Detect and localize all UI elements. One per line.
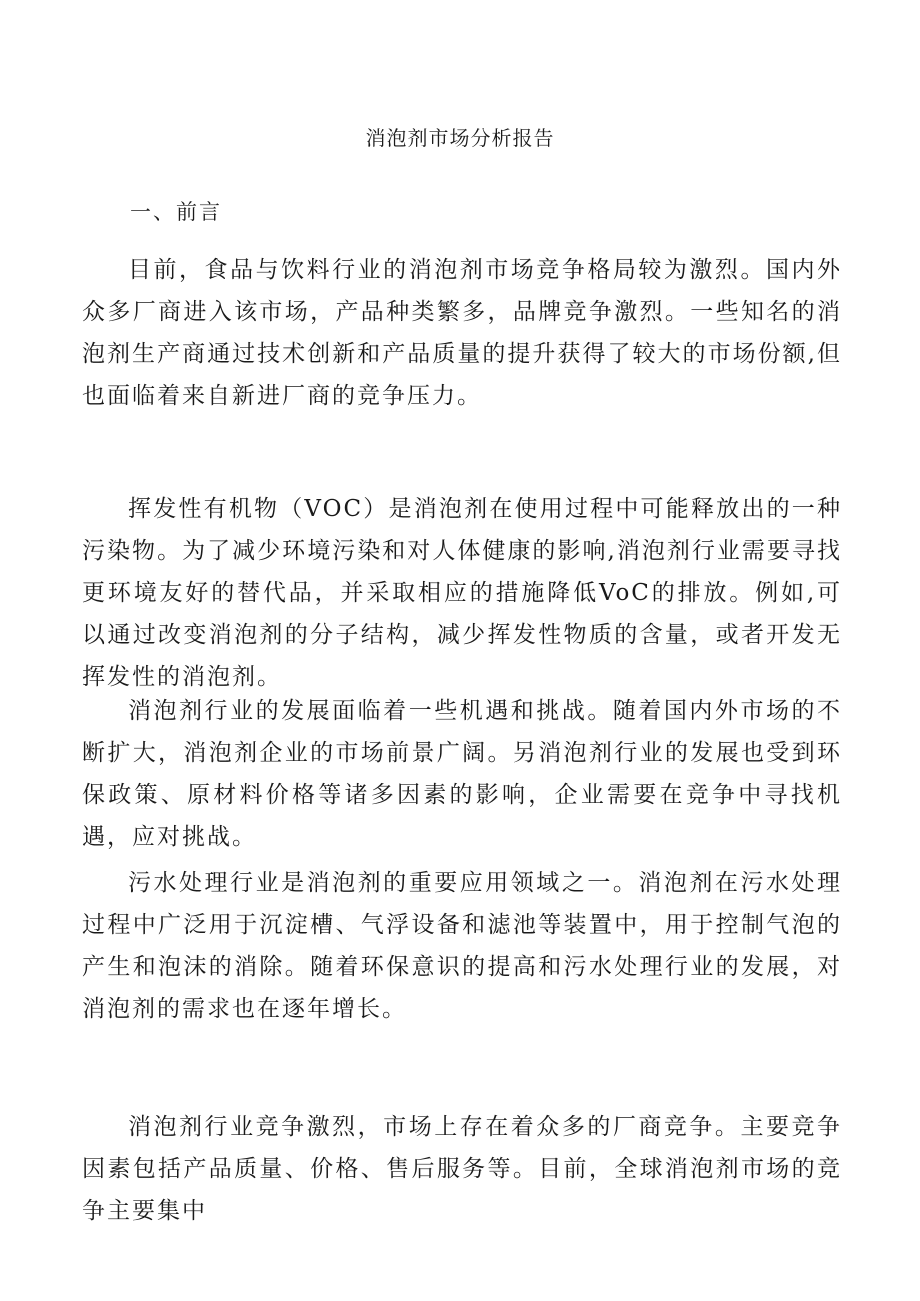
paragraph-wastewater-treatment: 污水处理行业是消泡剂的重要应用领域之一。消泡剂在污水处理过程中广泛用于沉淀槽、气浮设备和滤池等装置中，用于控制气泡的产生和泡沫的消除。随着环保意识的提高和污水处理行业的发展，对消泡剂的需求也在逐年增长。 — [82, 870, 842, 1022]
paragraph-opportunities-challenges: 消泡剂行业的发展面临着一些机遇和挑战。随着国内外市场的不断扩大，消泡剂企业的市场前景广阔。另消泡剂行业的发展也受到环保政策、原材料价格等诸多因素的影响，企业需要在竞争中寻找机遇，应对挑战。 — [82, 698, 842, 850]
paragraph-market-competition: 目前，食品与饮料行业的消泡剂市场竞争格局较为激烈。国内外众多厂商进入该市场，产品种类繁多，品牌竞争激烈。一些知名的消泡剂生产商通过技术创新和产品质量的提升获得了较大的市场份额,但也面临着来自新进厂商的竞争压力。 — [82, 257, 842, 409]
document-title: 消泡剂市场分析报告 — [365, 126, 555, 150]
section-heading-preface: 一、前言 — [130, 200, 222, 224]
paragraph-voc-emissions: 挥发性有机物（VOC）是消泡剂在使用过程中可能释放出的一种污染物。为了减少环境污染和对人体健康的影响,消泡剂行业需要寻找更环境友好的替代品，并采取相应的措施降低VoC的排放。例如,可以通过改变消泡剂的分子结构，减少挥发性物质的含量，或者开发无挥发性的消泡剂。 — [82, 496, 842, 690]
paragraph-industry-competition: 消泡剂行业竞争激烈，市场上存在着众多的厂商竞争。主要竞争因素包括产品质量、价格、售后服务等。目前，全球消泡剂市场的竞争主要集中 — [82, 1114, 842, 1224]
